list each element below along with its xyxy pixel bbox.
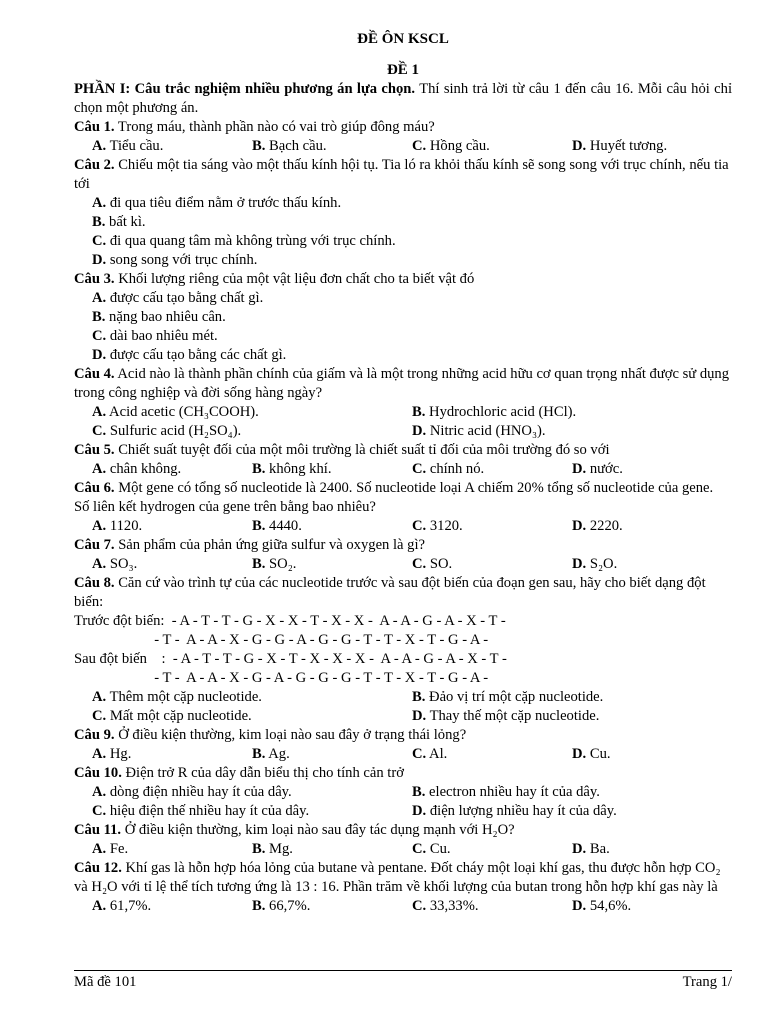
question-label: Câu 2. [74,157,115,173]
option-key: B. [412,784,426,800]
option-key: D. [572,556,587,572]
question-stem [74,536,732,555]
option-text: Thay thế một cặp nucleotide. [426,708,600,724]
option-key: B. [252,518,266,534]
answer-option[interactable] [92,707,412,726]
question-text: Ở điều kiện thường, kim loại nào sau đây ở trạng thái lỏng? [114,727,467,743]
option-text: không khí. [265,461,332,477]
question-label: Câu 4. [74,366,115,382]
option-key: A. [92,689,107,705]
question-stem [74,859,732,897]
option-key: A. [92,404,107,420]
option-text: nặng bao nhiêu cân. [105,309,226,325]
answer-option[interactable] [92,422,412,441]
option-text: Nitric acid (HNO₃). [426,423,546,439]
question-stem [74,764,732,783]
answer-option[interactable] [92,137,252,156]
option-text: được cấu tạo bằng chất gì. [106,290,264,306]
option-row [74,213,732,232]
option-text: Cu. [426,841,451,857]
option-key: B. [252,138,266,154]
answer-option[interactable] [412,137,572,156]
answer-option[interactable] [92,403,412,422]
answer-option[interactable] [92,252,257,268]
option-key: C. [412,746,427,762]
answer-option[interactable] [412,422,732,441]
question-stem [74,726,732,745]
option-text: nước. [586,461,623,477]
question-label: Câu 1. [74,119,115,135]
option-text: 33,33%. [426,898,479,914]
option-key: C. [412,898,427,914]
option-row [74,422,732,441]
option-key: C. [92,708,107,724]
option-row [74,688,732,707]
option-key: D. [572,461,587,477]
answer-option[interactable] [572,897,732,916]
option-key: A. [92,195,107,211]
option-text: 1120. [106,518,143,534]
option-key: B. [252,841,266,857]
question-label: Câu 10. [74,765,122,781]
option-key: C. [92,423,107,439]
answer-option[interactable] [572,555,732,574]
option-text: Huyết tương. [586,138,668,154]
option-text: Ba. [586,841,610,857]
question-stem [74,156,732,194]
question-block [74,764,732,821]
option-row [74,251,732,270]
question-block [74,536,732,574]
question-block [74,859,732,916]
option-row [74,137,732,156]
option-key: D. [572,138,587,154]
option-text: đi qua tiêu điểm nằm ở trước thấu kính. [106,195,342,211]
option-text: 54,6%. [586,898,632,914]
answer-option[interactable] [92,290,263,306]
answer-option[interactable] [252,517,412,536]
answer-option[interactable] [92,517,252,536]
option-text: 3120. [426,518,463,534]
option-key: B. [92,309,106,325]
answer-option[interactable] [92,555,252,574]
answer-option[interactable] [572,460,732,479]
question-stem [74,479,732,517]
option-key: D. [572,841,587,857]
answer-option[interactable] [92,783,412,802]
option-key: A. [92,556,107,572]
option-key: A. [92,898,107,914]
question-text: Sản phẩm của phản ứng giữa sulfur và oxygen là gì? [114,537,425,553]
option-text: Al. [426,746,448,762]
answer-option[interactable] [572,840,732,859]
question-block [74,118,732,156]
option-key: B. [252,556,266,572]
option-key: A. [92,518,107,534]
answer-option[interactable] [412,897,572,916]
option-key: D. [92,252,107,268]
part1-instruction: Thí sinh trả lời từ câu 1 đến câu 16. Mỗi câu hỏi chỉ chọn một phương án. [74,81,732,116]
question-text: Acid nào là thành phần chính của giấm và là một trong những acid hữu cơ quan trọng nhất được sử dụng trong công nghiệp và đời sống hàng ngày? [74,366,730,401]
option-key: C. [92,803,107,819]
answer-option[interactable] [92,309,226,325]
option-row [74,289,732,308]
answer-option[interactable] [412,688,732,707]
question-block [74,821,732,859]
option-text: SO. [426,556,453,572]
option-key: A. [92,290,107,306]
option-key: A. [92,138,107,154]
option-text: Hồng cầu. [426,138,490,154]
answer-option[interactable] [92,233,396,249]
question-block [74,574,732,726]
option-key: B. [252,461,266,477]
question-label: Câu 3. [74,271,115,287]
option-text: Cu. [586,746,611,762]
question-stem [74,118,732,137]
option-text: S₂O. [586,556,618,572]
option-text: dòng điện nhiều hay ít của dây. [106,784,292,800]
option-text: electron nhiều hay ít của dây. [425,784,600,800]
question-block [74,726,732,764]
exam-title: ĐỀ 1 [386,62,420,78]
answer-option[interactable] [412,555,572,574]
answer-option[interactable] [412,745,572,764]
answer-option[interactable] [412,802,732,821]
option-key: A. [92,784,107,800]
option-text: Fe. [106,841,129,857]
option-key: A. [92,746,107,762]
option-text: Tiểu cầu. [106,138,164,154]
answer-option[interactable] [92,802,412,821]
option-key: D. [572,518,587,534]
question-stem [74,821,732,840]
question-text: Ở điều kiện thường, kim loại nào sau đây tác dụng mạnh với H₂O? [121,822,515,838]
document-title: ĐỀ ÔN KSCL [357,31,449,47]
option-key: B. [92,214,106,230]
option-text: 2220. [586,518,623,534]
option-text: đi qua quang tâm mà không trùng với trục chính. [106,233,396,249]
question-block [74,365,732,441]
answer-option[interactable] [412,840,572,859]
question-text: Chiết suất tuyệt đối của một môi trường là chiết suất tỉ đối của môi trường đó so với [114,442,610,458]
question-block [74,270,732,365]
option-text: Sulfuric acid (H₂SO₄). [106,423,242,439]
question-text: Căn cứ vào trình tự của các nucleotide trước và sau đột biến của đoạn gen sau, hãy cho biết dạng đột biến: [74,575,706,610]
answer-option[interactable] [252,460,412,479]
answer-option[interactable] [92,688,412,707]
option-key: B. [252,898,266,914]
option-row [74,897,732,916]
page-number: Trang 1/ [682,974,732,990]
option-text: Acid acetic (CH₃COOH). [106,404,259,420]
option-text: Hg. [106,746,132,762]
question-stem [74,270,732,289]
option-key: C. [412,461,427,477]
question-label: Câu 6. [74,480,115,496]
option-row [74,460,732,479]
option-text: 66,7%. [265,898,311,914]
option-key: D. [572,746,587,762]
answer-option[interactable] [252,137,412,156]
option-row [74,403,732,422]
question-label: Câu 12. [74,860,122,876]
answer-option[interactable] [92,328,218,344]
option-text: SO₂. [265,556,297,572]
question-text: Trong máu, thành phần nào có vai trò giúp đông máu? [114,119,435,135]
question-block [74,479,732,536]
answer-option[interactable] [572,517,732,536]
option-key: C. [92,328,107,344]
option-key: B. [252,746,266,762]
question-text: Khối lượng riêng của một vật liệu đơn chất cho ta biết vật đó [114,271,475,287]
option-key: D. [92,347,107,363]
question-list [74,118,732,916]
question-label: Câu 8. [74,575,115,591]
option-text: Thêm một cặp nucleotide. [106,689,262,705]
option-text: Bạch cầu. [265,138,327,154]
answer-option[interactable] [92,897,252,916]
answer-option[interactable] [92,195,341,211]
answer-option[interactable] [252,745,412,764]
answer-option[interactable] [412,517,572,536]
option-text: 4440. [265,518,302,534]
option-row [74,346,732,365]
page-footer [74,970,732,990]
option-row [74,308,732,327]
option-text: chân không. [106,461,182,477]
option-row [74,555,732,574]
answer-option[interactable] [92,347,286,363]
question-stem [74,574,732,612]
option-key: B. [412,404,426,420]
question-text: Khí gas là hỗn hợp hóa lỏng của butane và pentane. Đốt cháy một loại khí gas, thu được hỗn hợp CO₂ và H₂O với tỉ lệ thể tích tương ứng là 13 : 16. Phần trăm về khối lượng của butan trong hỗn hợp khí gas này là [74,860,721,895]
question-text: Điện trở R của dây dẫn biểu thị cho tính cản trở [121,765,404,781]
option-key: C. [92,233,107,249]
option-row [74,194,732,213]
answer-option[interactable] [572,137,732,156]
option-text: được cấu tạo bằng các chất gì. [106,347,287,363]
option-row [74,707,732,726]
option-row [74,745,732,764]
question-block [74,441,732,479]
part1-heading: PHẦN I: Câu trắc nghiệm nhiều phương án lựa chọn. [74,81,416,97]
option-text: bất kì. [105,214,146,230]
option-row [74,232,732,251]
exam-code: Mã đề 101 [74,974,137,990]
option-row [74,802,732,821]
answer-option[interactable] [412,783,732,802]
option-key: D. [412,803,427,819]
dna-sequence-line: Trước đột biến: - A - T - T - G - X - X - T - X - X - A - A - G - A - X - T - [74,613,506,629]
option-row [74,840,732,859]
option-row [74,517,732,536]
option-text: Mất một cặp nucleotide. [106,708,252,724]
option-text: Mg. [265,841,293,857]
question-stem [74,365,732,403]
dna-sequence-line: Sau đột biến : - A - T - T - G - X - T - X - X - X - A - A - G - A - X - T - [74,651,507,667]
option-text: Ag. [265,746,290,762]
option-text: dài bao nhiêu mét. [106,328,218,344]
question-label: Câu 5. [74,442,115,458]
part1-intro [74,80,732,118]
option-row [74,783,732,802]
dna-sequence-line: - T - A - A - X - G - A - G - G - G - T - T - X - T - G - A - [74,670,489,686]
question-label: Câu 11. [74,822,122,838]
option-key: B. [412,689,426,705]
answer-option[interactable] [252,555,412,574]
option-row [74,327,732,346]
option-text: song song với trục chính. [106,252,258,268]
exam-page [74,30,732,916]
answer-option[interactable] [92,840,252,859]
option-text: Đảo vị trí một cặp nucleotide. [425,689,604,705]
option-key: C. [412,138,427,154]
question-stem [74,441,732,460]
option-key: D. [412,423,427,439]
answer-option[interactable] [412,707,732,726]
option-text: Hydrochloric acid (HCl). [425,404,577,420]
answer-option[interactable] [572,745,732,764]
answer-option[interactable] [92,460,252,479]
answer-option[interactable] [412,460,572,479]
option-key: D. [412,708,427,724]
answer-option[interactable] [252,897,412,916]
question-label: Câu 7. [74,537,115,553]
option-key: C. [412,556,427,572]
option-text: SO₃. [106,556,138,572]
answer-option[interactable] [92,745,252,764]
question-text: Một gene có tổng số nucleotide là 2400. Số nucleotide loại A chiếm 20% tổng số nucleotide của gene. Số liên kết hydrogen của gene trên bằng bao nhiêu? [74,480,714,515]
option-text: hiệu điện thế nhiều hay ít của dây. [106,803,310,819]
option-text: chính nó. [426,461,485,477]
option-key: A. [92,461,107,477]
question-text: Chiếu một tia sáng vào một thấu kính hội tụ. Tia ló ra khỏi thấu kính sẽ song song với trục chính, nếu tia tới [74,157,729,192]
option-key: C. [412,841,427,857]
dna-sequence-line: - T - A - A - X - G - G - A - G - G - T - T - X - T - G - A - [74,632,489,648]
option-text: điện lượng nhiều hay ít của dây. [426,803,617,819]
answer-option[interactable] [92,214,146,230]
option-key: A. [92,841,107,857]
answer-option[interactable] [412,403,732,422]
option-text: 61,7%. [106,898,152,914]
option-key: C. [412,518,427,534]
option-key: D. [572,898,587,914]
question-block [74,156,732,270]
question-label: Câu 9. [74,727,115,743]
answer-option[interactable] [252,840,412,859]
